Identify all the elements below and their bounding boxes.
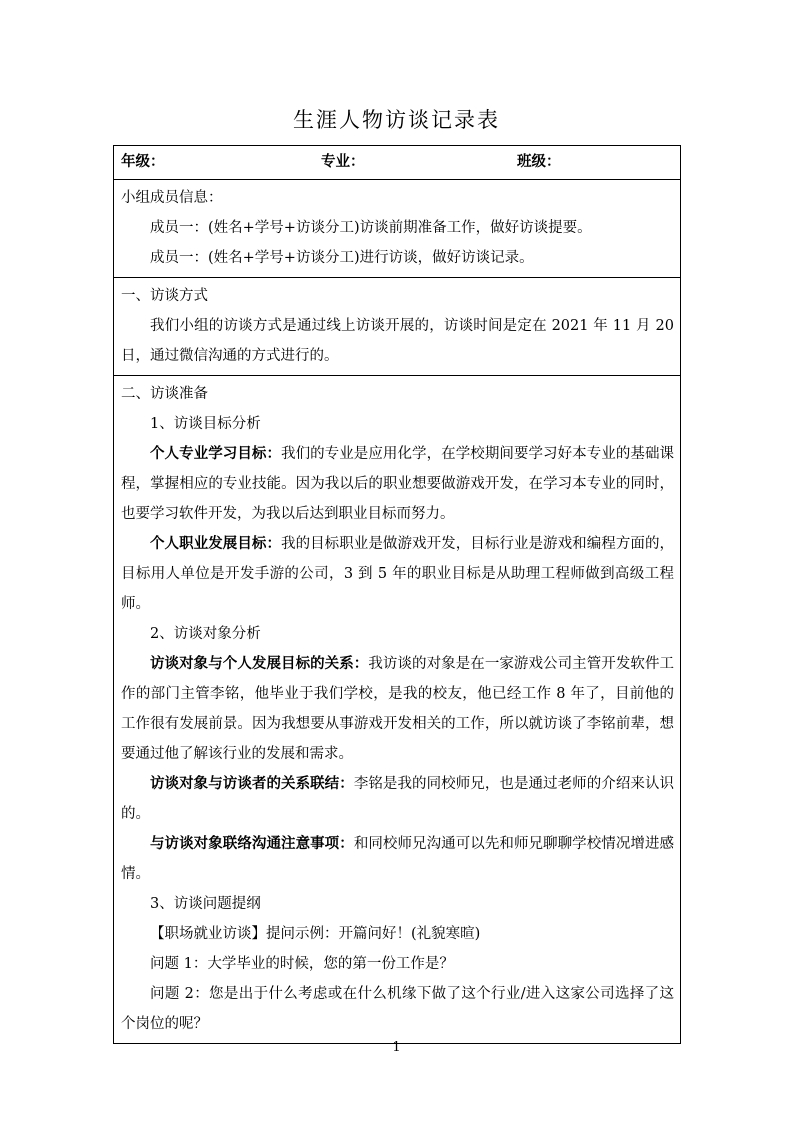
question-intro: 【职场就业访谈】提问示例：开篇问好！(礼貌寒暄) <box>150 926 481 942</box>
interviewer-relation-label: 访谈对象与访谈者的关系联结： <box>150 775 354 792</box>
question-1: 问题 1：大学毕业的时候，您的第一份工作是？ <box>150 956 454 972</box>
contact-notes-label: 与访谈对象联络沟通注意事项： <box>150 835 354 852</box>
interviewer-relation-text: 李铭是我的同校师兄，也是通过老师的介绍来认识的。 <box>121 776 675 822</box>
header-row <box>114 146 681 180</box>
member-line-2: 成员一：(姓名+学号+访谈分工)进行访谈，做好访谈记录。 <box>150 250 534 266</box>
contact-notes-text: 和同校师兄沟通可以先和师兄聊聊学校情况增进感情。 <box>121 836 675 882</box>
section2-heading: 二、访谈准备 <box>121 386 208 402</box>
career-goal-label: 个人职业发展目标： <box>150 535 282 552</box>
target-relation-text: 我访谈的对象是在一家游戏公司主管开发软件工作的部门主管李铭，他毕业于我们学校，是我的校友，他已经工作 8 年了，目前他的工作很有发展前景。因为我想要从事游戏开发相关的工作，所以就访谈了李铭前辈，想要通过他了解该行业的发展和需求。 <box>121 656 675 762</box>
career-goal-text: 我的目标职业是做游戏开发，目标行业是游戏和编程方面的，目标用人单位是开发手游的公司，3 到 5 年的职业目标是从助理工程师做到高级工程师。 <box>121 536 674 612</box>
study-goal-label: 个人专业学习目标： <box>150 445 282 462</box>
subheading-goal-analysis: 1、访谈目标分析 <box>150 416 261 432</box>
interview-record-table <box>113 145 681 1044</box>
section1-text: 我们小组的访谈方式是通过线上访谈开展的，访谈时间是定在 2021 年 11 月 20 日，通过微信沟通的方式进行的。 <box>121 318 674 364</box>
section-interview-method <box>114 278 681 376</box>
target-relation-label: 访谈对象与个人发展目标的关系： <box>150 655 369 672</box>
paragraph-study-goal <box>121 439 674 529</box>
members-row <box>114 180 681 278</box>
question-2: 问题 2：您是出于什么考虑或在什么机缘下做了这个行业/进入这家公司选择了这个岗位的呢？ <box>121 986 674 1032</box>
class-label: 班级： <box>517 153 561 170</box>
section1-heading: 一、访谈方式 <box>121 288 208 304</box>
paragraph-contact-notes <box>121 829 674 889</box>
paragraph-interviewer-relation <box>121 769 674 829</box>
page-number: 1 <box>392 1040 401 1055</box>
subheading-target-analysis: 2、访谈对象分析 <box>150 626 261 642</box>
grade-label: 年级： <box>121 153 165 170</box>
member-line-1: 成员一：(姓名+学号+访谈分工)访谈前期准备工作，做好访谈提要。 <box>150 220 592 236</box>
major-label: 专业： <box>321 153 365 170</box>
page-title: 生涯人物访谈记录表 <box>293 108 500 132</box>
study-goal-text: 我们的专业是应用化学，在学校期间要学习好本专业的基础课程，掌握相应的专业技能。因为我以后的职业想要做游戏开发，在学习本专业的同时，也要学习软件开发，为我以后达到职业目标而努力。 <box>121 446 674 522</box>
members-heading: 小组成员信息： <box>121 190 223 206</box>
subheading-question-outline: 3、访谈问题提纲 <box>150 896 261 912</box>
section-interview-preparation <box>114 376 681 1044</box>
paragraph-target-relation <box>121 649 674 769</box>
paragraph-career-goal <box>121 529 674 619</box>
